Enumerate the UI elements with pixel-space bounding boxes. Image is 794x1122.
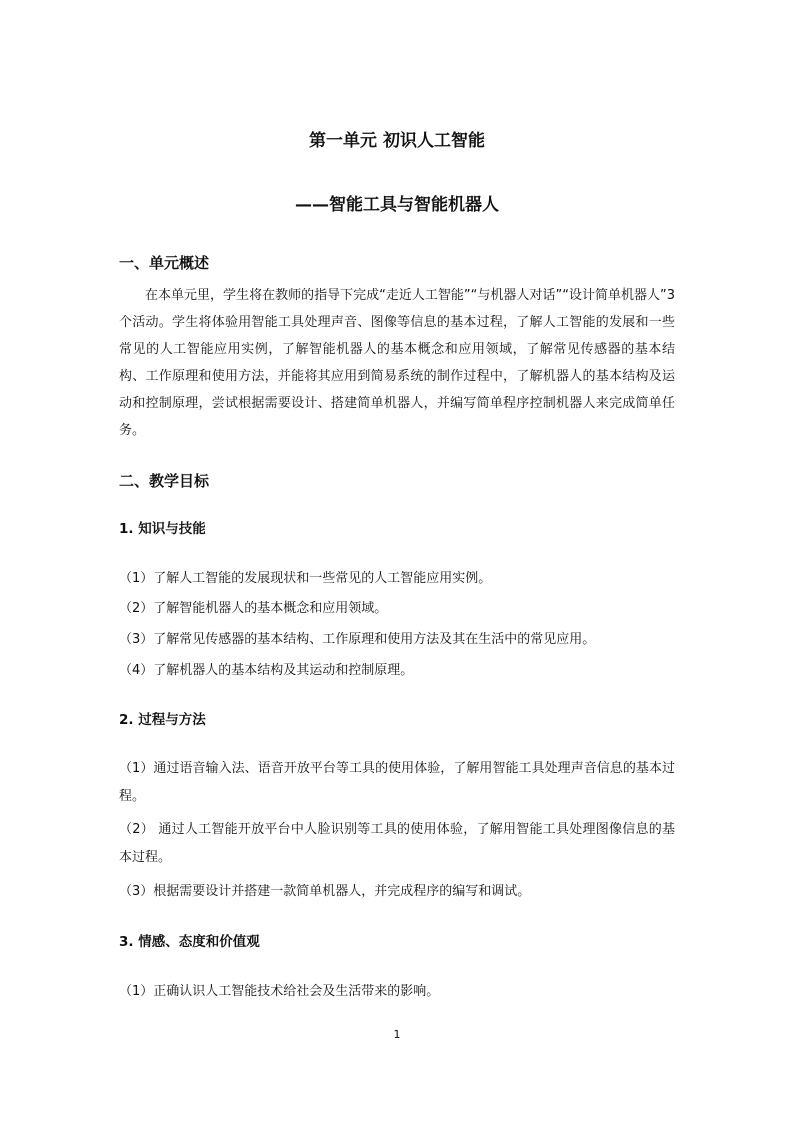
- section-heading-objectives: 二、教学目标: [119, 472, 210, 490]
- list-item: （4）了解机器人的基本结构及其运动和控制原理。: [119, 663, 414, 678]
- list-item: （2）了解智能机器人的基本概念和应用领域。: [119, 601, 388, 616]
- page-subtitle: ——智能工具与智能机器人: [295, 195, 499, 215]
- list-item: （2） 通过人工智能开放平台中人脸识别等工具的使用体验，了解用智能工具处理图像信息的基本过程。: [119, 822, 675, 865]
- list-item: （1）了解人工智能的发展现状和一些常见的人工智能应用实例。: [119, 571, 492, 586]
- page-title: 第一单元 初识人工智能: [309, 131, 485, 151]
- page-number: 1: [393, 1028, 401, 1041]
- subheading-attitudes-values: 3. 情感、态度和价值观: [119, 934, 260, 950]
- list-item: （3）根据需要设计并搭建一款简单机器人，并完成程序的编写和调试。: [119, 884, 531, 899]
- overview-paragraph: 在本单元里，学生将在教师的指导下完成“走近人工智能”“与机器人对话”“设计简单机器人”3个活动。学生将体验用智能工具处理声音、图像等信息的基本过程，了解人工智能的发展和一些常见的人工智能应用实例，了解智能机器人的基本概念和应用领域，了解常见传感器的基本结构、工作原理和使用方法，并能将其应用到简易系统的制作过程中，了解机器人的基本结构及运动和控制原理，尝试根据需要设计、搭建简单机器人，并编写简单程序控制机器人来完成简单任务。: [119, 288, 675, 438]
- subheading-process-methods: 2. 过程与方法: [119, 712, 206, 728]
- subheading-knowledge-skills: 1. 知识与技能: [119, 521, 206, 537]
- section-heading-overview: 一、单元概述: [119, 254, 210, 272]
- list-item: （3）了解常见传感器的基本结构、工作原理和使用方法及其在生活中的常见应用。: [119, 632, 596, 647]
- list-item: （1）正确认识人工智能技术给社会及生活带来的影响。: [119, 984, 440, 999]
- list-item: （1）通过语音输入法、语音开放平台等工具的使用体验，了解用智能工具处理声音信息的基本过程。: [119, 761, 675, 804]
